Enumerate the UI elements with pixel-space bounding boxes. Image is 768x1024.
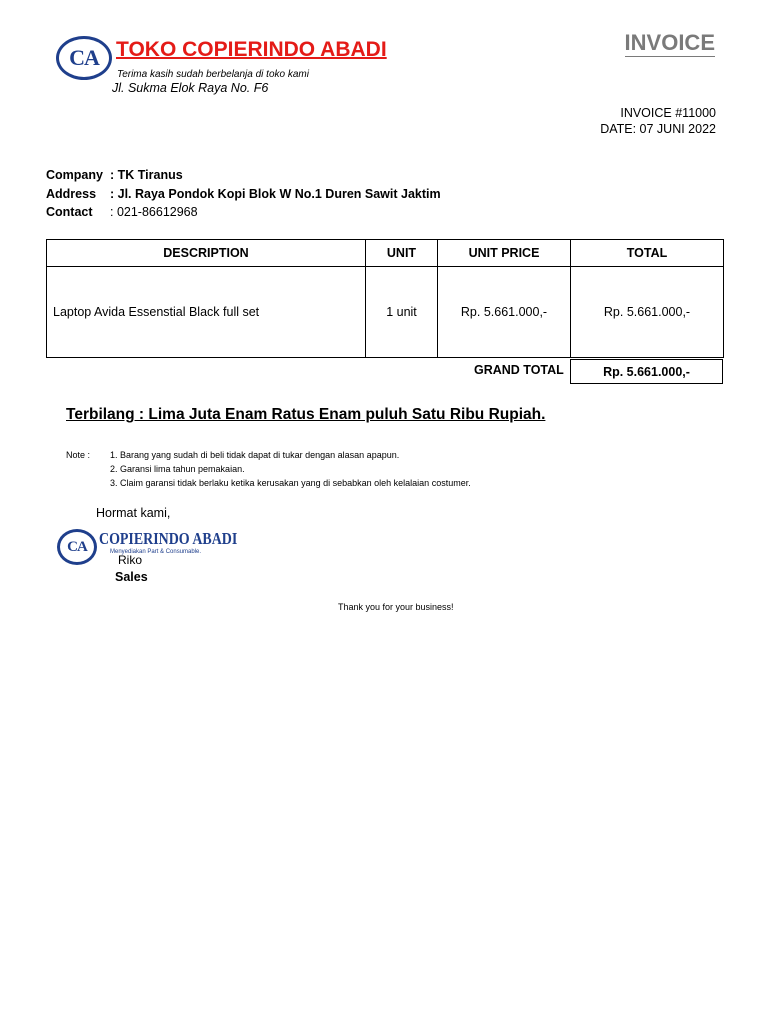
table-row xyxy=(47,267,724,358)
client-contact-value: : 021-86612968 xyxy=(110,205,198,219)
amount-in-words: Terbilang : Lima Juta Enam Ratus Enam puluh Satu Ribu Rupiah. xyxy=(66,406,546,423)
thank-you-message: Thank you for your business! xyxy=(338,602,454,612)
item-description: Laptop Avida Essenstial Black full set xyxy=(47,267,366,358)
client-company-label: Company xyxy=(46,168,103,182)
company-stamp-logo xyxy=(57,529,97,565)
column-header-total: TOTAL xyxy=(571,240,724,267)
company-logo xyxy=(56,36,112,80)
column-header-unit-price: UNIT PRICE xyxy=(438,240,571,267)
table-header-row xyxy=(47,240,724,267)
client-address-row xyxy=(46,187,441,201)
client-contact-row xyxy=(46,205,198,219)
company-tagline: Terima kasih sudah berbelanja di toko kami xyxy=(117,69,309,80)
invoice-title: INVOICE xyxy=(624,30,715,55)
invoice-date: DATE: 07 JUNI 2022 xyxy=(600,122,716,136)
item-total: Rp. 5.661.000,- xyxy=(571,267,724,358)
column-header-unit: UNIT xyxy=(366,240,438,267)
company-address: Jl. Sukma Elok Raya No. F6 xyxy=(112,81,269,95)
item-unit: 1 unit xyxy=(366,267,438,358)
note-item: 1. Barang yang sudah di beli tidak dapat di tukar dengan alasan apapun. xyxy=(110,450,400,460)
grand-total-label: GRAND TOTAL xyxy=(474,363,564,377)
note-label: Note : xyxy=(66,450,91,460)
client-address-label: Address xyxy=(46,187,97,201)
company-stamp-name: COPIERINDO ABADI xyxy=(99,529,238,548)
column-header-description: DESCRIPTION xyxy=(47,240,366,267)
item-unit-price: Rp. 5.661.000,- xyxy=(438,267,571,358)
note-item: 3. Claim garansi tidak berlaku ketika kerusakan yang di sebabkan oleh kelalaian costumer. xyxy=(110,478,471,488)
note-item: 2. Garansi lima tahun pemakaian. xyxy=(110,464,245,474)
invoice-number: INVOICE #11000 xyxy=(620,106,716,120)
company-stamp-subtitle: Menyediakan Part & Consumable. xyxy=(110,549,202,555)
stamp-logo-text: CA xyxy=(67,538,87,555)
signer-role: Sales xyxy=(115,570,148,584)
invoice-items-table xyxy=(46,239,724,358)
client-company-row xyxy=(46,168,183,182)
closing-regards: Hormat kami, xyxy=(96,506,171,520)
signer-name: Riko xyxy=(118,553,143,567)
client-company-value: : TK Tiranus xyxy=(110,168,183,182)
company-name: TOKO COPIERINDO ABADI xyxy=(116,38,387,61)
logo-text: CA xyxy=(69,45,99,70)
client-address-value: : Jl. Raya Pondok Kopi Blok W No.1 Duren Sawit Jaktim xyxy=(110,187,441,201)
grand-total-value: Rp. 5.661.000,- xyxy=(570,359,723,384)
client-contact-label: Contact xyxy=(46,205,93,219)
